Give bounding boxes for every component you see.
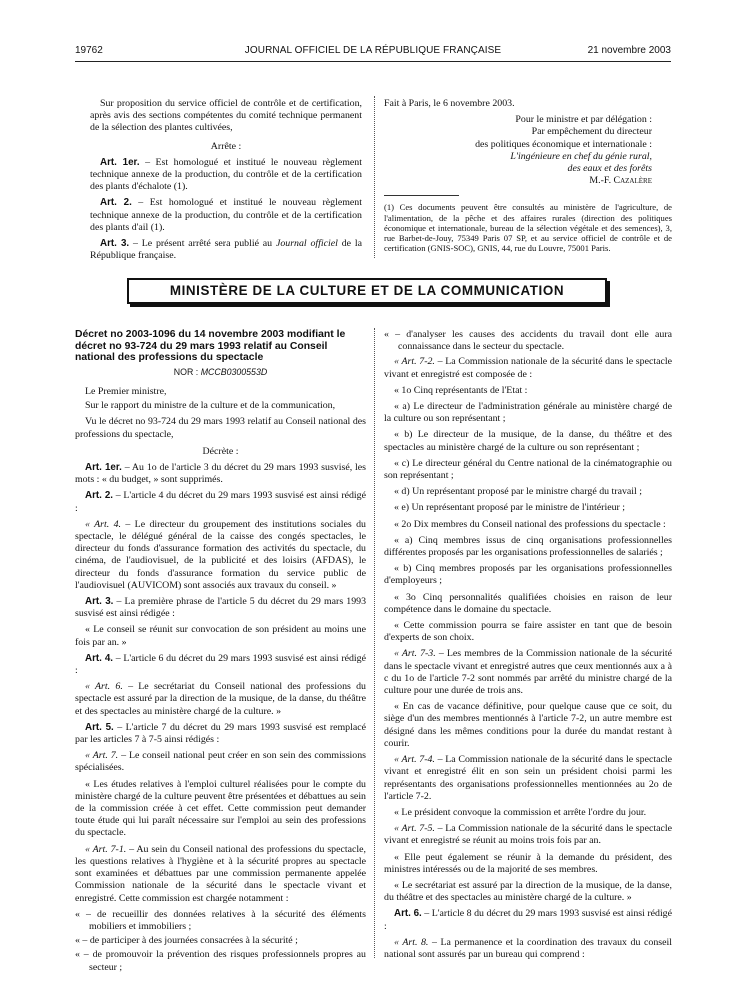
article	[90, 238, 362, 262]
article-text: – La première phrase de l'article 5 du décret du 29 mars 1993 susvisé est ainsi rédigée :	[75, 596, 367, 620]
article-label: Art. 3.	[100, 238, 130, 250]
article	[75, 462, 366, 486]
quoted-article	[384, 823, 672, 847]
arrete-heading: Arrête :	[210, 140, 242, 152]
article-label: Art. 1er.	[85, 462, 122, 473]
column-divider	[374, 96, 375, 258]
article-label: Art. 3.	[85, 596, 114, 608]
paragraph: « a) Cinq membres issus de cinq organisations professionnelles différentes proposés par les organisations professionnelles de salariés ;	[384, 534, 672, 559]
quoted-article-label: « Art. 6.	[85, 681, 123, 693]
article-text: – Est homologué et institué le nouveau règlement technique annexe de la production, du contrôle et de la certification des plants d'ail (1).	[90, 197, 362, 233]
paragraph: « Cette commission pourra se faire assister en tant que de besoin d'experts de son choix.	[384, 620, 672, 644]
paragraph: « Le président convoque la commission et arrête l'ordre du jour.	[394, 806, 647, 818]
article-text: – Au sein du Conseil national des professions du spectacle, les questions relatives à l'hygiène et à la sécurité propres au spectacle sont examinées et débattues par une commission permanente appelée Commission nationale de la sécurité dans le spectacle vivant et enregistré. Cette commission est chargée notamment :	[75, 843, 366, 904]
quoted-article	[384, 356, 672, 380]
page-number: 19762	[75, 45, 103, 56]
paragraph: « Le conseil se réunit sur convocation de son président au moins une fois par an. »	[75, 624, 366, 648]
nor-reference	[75, 366, 366, 378]
article	[75, 653, 366, 677]
column-divider	[374, 328, 375, 958]
article-text: – L'article 4 du décret du 29 mars 1993 susvisé est ainsi rédigé :	[75, 490, 366, 514]
quoted-article-label: « Art. 8.	[394, 936, 429, 948]
decree-right-column	[384, 329, 672, 965]
nor-label: NOR :	[173, 366, 201, 377]
decree-left-column	[75, 329, 366, 977]
list-item: « – d'analyser les causes des accidents du travail dont elle aura connaissance dans le secteur du spectacle.	[384, 329, 672, 353]
quoted-article	[384, 754, 672, 803]
article	[90, 157, 362, 194]
article-text: – Les membres de la Commission nationale de la sécurité dans le spectacle vivant et enregistré autres que ceux mentionnés aux a à c du 1o de l'article 7-2 sont nommés par arrêté du ministre chargé de la culture pour une durée de trois ans.	[384, 648, 672, 697]
journal-title: JOURNAL OFFICIEL DE LA RÉPUBLIQUE FRANÇAISE	[244, 45, 502, 56]
article-text: – La Commission nationale de la sécurité dans le spectacle vivant et enregistré élit en son sein un président choisi parmi les représentants des organisations professionnelles mentionnées au 2o de l'article 7-2.	[384, 754, 672, 802]
quoted-article-label: « Art. 7.	[85, 750, 119, 762]
article-text: – L'article 8 du décret du 29 mars 1993 susvisé est ainsi rédigé :	[384, 908, 673, 932]
signing-place-date: Fait à Paris, le 6 novembre 2003.	[384, 98, 515, 109]
nor-value: MCCB0300553D	[200, 366, 268, 377]
paragraph: Le Premier ministre,	[85, 385, 167, 397]
dash-list	[384, 329, 672, 353]
paragraph: « a) Le directeur de l'administration générale au ministère chargé de la culture ou son représentant ;	[384, 401, 672, 425]
decree-title: Décret no 2003-1096 du 14 novembre 2003 modifiant le décret no 93-724 du 29 mars 1993 relatif au Conseil national des professions du spectacle	[75, 329, 346, 364]
top-right-column	[384, 98, 672, 257]
issue-date: 21 novembre 2003	[587, 45, 671, 56]
paragraph: « Les études relatives à l'emploi culturel réalisées pour le compte du ministère chargé de la culture peuvent être présentées et débattues au sein de la commission créée à cet effet. Cette commission peut demander toute étude qui lui paraît nécessaire sur l'emploi au sein des professions du spectacle.	[75, 778, 366, 839]
signature-line: des eaux et des forêts	[567, 163, 652, 175]
paragraph: « e) Un représentant proposé par le ministre de l'intérieur ;	[394, 502, 626, 514]
quoted-article	[75, 844, 366, 905]
article-text: – Le directeur du groupement des institutions sociales du spectacle, le délégué général de la caisse des congés spectacles, le directeur du fonds d'assurance formation des activités du spectacle, du cinéma, de l'audiovisuel, de la publicité et des loisirs (AFDAS), le directeur du fonds d'assurance formation du service public de l'audiovisuel (AUVICOM) sont associés aux travaux du conseil. »	[75, 518, 366, 591]
article-text: – Le secrétariat du Conseil national des professions du spectacle est assuré par la direction de la musique, de la danse, du théâtre et des spectacles au ministère chargé de la culture. »	[75, 681, 366, 717]
article	[75, 490, 366, 514]
footnote-rule	[384, 195, 459, 196]
article-text: – Le présent arrêté sera publié au	[129, 238, 276, 250]
decrete-heading: Décrète :	[202, 445, 239, 457]
article-label: Art. 5.	[85, 721, 114, 733]
article-label: Art. 6.	[394, 908, 422, 920]
paragraph: « b) Le directeur de la musique, de la danse, du théâtre et des spectacles au ministère chargé de la culture ou son représentant ;	[384, 429, 672, 453]
quoted-article	[384, 937, 672, 961]
quoted-article-label: « Art. 7-2.	[394, 356, 435, 368]
paragraph: « 1o Cinq représentants de l'Etat :	[394, 384, 528, 396]
quoted-article	[75, 681, 366, 718]
article-text: – L'article 6 du décret du 29 mars 1993 susvisé est ainsi rédigé :	[75, 652, 366, 677]
article-text: – La Commission nationale de la sécurité dans le spectacle vivant et enregistré est composée de :	[384, 356, 672, 380]
footnote: (1) Ces documents peuvent être consultés au ministère de l'agriculture, de l'alimentation, de la pêche et des affaires rurales (direction des politiques économique et internationale, bureau de la sélection végétale et des semences), 3, rue Barbet-de-Jouy, 75349 Paris 07 SP, et au service officiel de contrôle et de certification (GNIS-SOC), GNIS, 44, rue du Louvre, 75001 Paris.	[384, 202, 672, 253]
signature-line: Pour le ministre et par délégation :	[515, 114, 652, 126]
paragraph: Sur le rapport du ministre de la culture et de la communication,	[85, 400, 336, 412]
article-text: de la République française.	[90, 238, 362, 262]
quoted-article-label: « Art. 7-4.	[394, 754, 435, 766]
article-text: – La permanence et la coordination des travaux du conseil national sont assurés par un bureau qui comprend :	[384, 936, 672, 960]
signature-line: des politiques économique et internationale :	[475, 138, 652, 150]
article-label: Art. 2.	[100, 197, 132, 209]
paragraph: « Le secrétariat est assuré par la direction de la musique, de la danse, du théâtre et des spectacles au ministère chargé de la culture. »	[384, 879, 672, 904]
signature-line: Par empêchement du directeur	[531, 126, 652, 138]
article-label: Art. 2.	[85, 490, 113, 502]
paragraph: Vu le décret no 93-724 du 29 mars 1993 relatif au Conseil national des professions du spectacle,	[75, 416, 366, 440]
ministry-banner: MINISTÈRE DE LA CULTURE ET DE LA COMMUNICATION	[127, 278, 607, 304]
page-header	[75, 45, 671, 59]
article-text: – Le conseil national peut créer en son sein des commissions spécialisées.	[75, 750, 366, 774]
paragraph: « 2o Dix membres du Conseil national des professions du spectacle :	[394, 518, 666, 530]
quoted-article-label: « Art. 7-1.	[85, 843, 127, 855]
header-rule	[75, 61, 671, 62]
signature-block	[384, 114, 672, 187]
quoted-article-label: « Art. 7-5.	[394, 823, 435, 835]
article	[384, 908, 672, 932]
signature-line: L'ingénieure en chef du génie rural,	[510, 150, 652, 162]
article	[90, 197, 362, 234]
paragraph: « 3o Cinq personnalités qualifiées choisies en raison de leur compétence dans le domaine du spectacle.	[384, 591, 672, 615]
quoted-article	[75, 750, 366, 774]
article-text: – Au 1o de l'article 3 du décret du 29 mars 1993 susvisé, les mots : « du budget, » sont supprimés.	[75, 462, 366, 486]
article-label: Art. 1er.	[100, 156, 140, 168]
paragraph: « d) Un représentant proposé par le ministre chargé du travail ;	[394, 486, 642, 498]
quoted-article	[384, 648, 672, 697]
article-label: Art. 4.	[85, 652, 113, 664]
quoted-article-label: « Art. 7-3.	[394, 648, 436, 660]
paragraph: « b) Cinq membres proposés par les organisations professionnelles d'employeurs ;	[384, 563, 672, 587]
list-item: « – de promouvoir la prévention des risques professionnels propres au secteur ;	[75, 949, 366, 973]
article	[75, 722, 366, 746]
article-text: – La Commission nationale de la sécurité dans le spectacle vivant et enregistré se réunit au moins trois fois par an.	[384, 823, 672, 847]
top-left-column	[90, 98, 362, 266]
article	[75, 596, 366, 620]
quoted-article	[75, 519, 366, 592]
paragraph: Sur proposition du service officiel de contrôle et de certification, après avis des sections compétentes du comité technique permanent de la sélection des plantes cultivées,	[90, 98, 362, 134]
article-text: – L'article 7 du décret du 29 mars 1993 susvisé est remplacé par les articles 7 à 7-5 ainsi rédigés :	[75, 721, 367, 746]
paragraph: « Elle peut également se réunir à la demande du président, des ministres intéressés ou de la majorité de ses membres.	[384, 851, 672, 875]
signatory-name: M.-F. Cazalère	[589, 175, 652, 187]
quoted-article-label: « Art. 4.	[85, 518, 121, 530]
list-item: « – de recueillir des données relatives à la sécurité des éléments mobiliers et immobiliers ;	[75, 908, 366, 932]
article-text: – Est homologué et institué le nouveau règlement technique annexe de la production, du contrôle et de la certification des plants d'échalote (1).	[90, 156, 362, 193]
paragraph: « c) Le directeur général du Centre national de la cinématographie ou son représentant ;	[384, 457, 672, 482]
paragraph: « En cas de vacance définitive, pour quelque cause que ce soit, du siège d'un des membres mentionnés à l'article 7-2, un autre membre est désigné dans les mêmes conditions pour la durée du mandat restant à courir.	[384, 701, 672, 749]
list-item: « – de participer à des journées consacrées à la sécurité ;	[75, 935, 298, 947]
dash-list	[75, 909, 366, 974]
journal-reference: Journal officiel	[275, 238, 338, 250]
